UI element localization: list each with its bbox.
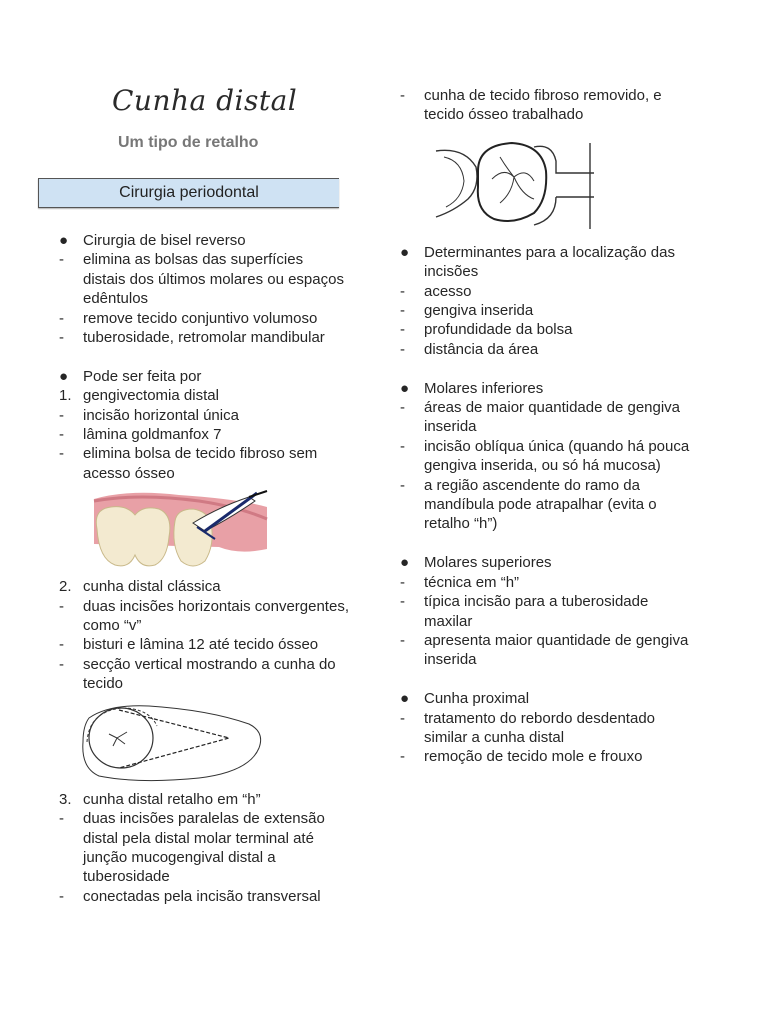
list-text: apresenta maior quantidade de gengiva inserida <box>424 631 689 669</box>
list-text: elimina bolsa de tecido fibroso sem acesso ósseo <box>83 445 318 482</box>
page-subtitle: Um tipo de retalho <box>118 134 259 151</box>
list-text: técnica em “h” <box>424 573 520 591</box>
list-marker: - <box>59 445 64 463</box>
list-item <box>59 809 349 887</box>
list-marker: - <box>400 476 405 494</box>
list-item <box>400 709 700 748</box>
list-text: incisão horizontal única <box>83 406 239 424</box>
left-column <box>59 231 349 906</box>
list-marker: - <box>400 573 405 591</box>
list-text: tuberosidade, retromolar mandibular <box>83 329 325 347</box>
list-marker: - <box>59 309 64 327</box>
list-text: tratamento do rebordo desdentado similar a cunha distal <box>424 709 655 746</box>
list-text: remove tecido conjuntivo volumoso <box>83 309 318 327</box>
list-item <box>400 301 700 320</box>
list-text: duas incisões paralelas de extensão distal pela distal molar terminal até junção mucogengival distal a tuberosidade <box>83 810 325 886</box>
list-text: Molares inferiores <box>424 379 544 397</box>
list-marker: - <box>59 810 64 828</box>
list-marker: - <box>400 87 405 104</box>
gengivectomy-illustration <box>89 483 349 577</box>
list-text: remoção de tecido mole e frouxo <box>424 748 643 766</box>
list-marker: - <box>59 426 64 444</box>
list-marker: ● <box>400 243 410 261</box>
list-item <box>400 437 700 476</box>
list-item <box>400 86 700 125</box>
list-item <box>400 243 700 282</box>
list-text: Cunha proximal <box>424 690 530 708</box>
list-marker: 1. <box>59 387 72 405</box>
list-marker: ● <box>400 690 410 708</box>
list-item <box>400 320 700 339</box>
list-item <box>59 231 349 250</box>
list-item <box>59 577 349 596</box>
list-text: áreas de maior quantidade de gengiva inserida <box>424 399 681 436</box>
list-text: conectadas pela incisão transversal <box>83 887 321 905</box>
list-marker: ● <box>400 379 410 397</box>
list-text: acesso <box>424 282 472 300</box>
list-item <box>400 340 700 359</box>
list-item <box>59 655 349 694</box>
list-item <box>400 398 700 437</box>
list-text: Determinantes para a localização das incisões <box>424 243 675 281</box>
section-banner <box>38 178 339 208</box>
list-marker: - <box>400 302 405 320</box>
list-text: profundidade da bolsa <box>424 321 573 339</box>
list-text: secção vertical mostrando a cunha do tecido <box>83 655 336 693</box>
list-marker: - <box>59 636 64 654</box>
list-item <box>59 790 349 809</box>
list-item <box>400 631 700 670</box>
list-text: incisão oblíqua única (quando há pouca gengiva inserida, ou só há mucosa) <box>424 437 690 475</box>
list-marker: ● <box>59 367 69 385</box>
list-marker: 2. <box>59 578 72 596</box>
section-banner-label: Cirurgia periodontal <box>119 184 259 201</box>
list-marker: ● <box>59 232 69 249</box>
list-item <box>59 406 349 425</box>
list-text: típica incisão para a tuberosidade maxilar <box>424 593 649 630</box>
list-marker: - <box>59 887 64 905</box>
list-item <box>400 553 700 572</box>
wedge-incision-diagram <box>79 694 349 790</box>
list-item <box>59 328 349 347</box>
list-text: cunha distal clássica <box>83 578 221 596</box>
list-item <box>400 282 700 301</box>
list-marker: - <box>59 406 64 424</box>
list-marker: 3. <box>59 790 72 808</box>
list-marker: - <box>400 399 405 417</box>
list-marker: - <box>59 655 64 673</box>
list-text: bisturi e lâmina 12 até tecido ósseo <box>83 636 319 654</box>
list-marker: - <box>59 597 64 615</box>
list-text: gengiva inserida <box>424 302 534 320</box>
list-item <box>59 309 349 328</box>
list-item <box>59 367 349 386</box>
list-item <box>59 444 349 483</box>
list-text: duas incisões horizontais convergentes, como “v” <box>83 597 349 635</box>
list-item <box>400 689 700 708</box>
list-item <box>59 386 349 405</box>
list-marker: - <box>400 282 405 300</box>
list-marker: - <box>59 329 64 347</box>
list-item <box>59 887 349 906</box>
list-text: cunha distal retalho em “h” <box>83 790 261 808</box>
list-item <box>400 476 700 534</box>
list-text: distância da área <box>424 340 539 358</box>
list-text: lâmina goldmanfox 7 <box>83 426 222 444</box>
list-item <box>59 250 349 308</box>
list-marker: ● <box>400 554 410 572</box>
list-marker: - <box>400 437 405 455</box>
list-text: a região ascendente do ramo da mandíbula pode atrapalhar (evita o retalho “h”) <box>424 476 657 533</box>
list-item <box>59 597 349 636</box>
list-marker: - <box>400 631 405 649</box>
list-marker: - <box>400 321 405 339</box>
list-marker: - <box>59 251 64 269</box>
list-item <box>400 573 700 592</box>
list-item <box>400 592 700 631</box>
list-item <box>59 425 349 444</box>
list-text: Molares superiores <box>424 554 552 572</box>
page-title: Cunha distal <box>112 84 298 117</box>
list-marker: - <box>400 593 405 611</box>
molar-h-flap-diagram <box>434 125 700 243</box>
list-item <box>59 635 349 654</box>
list-marker: - <box>400 340 405 358</box>
right-column <box>400 86 700 767</box>
list-item <box>400 747 700 766</box>
list-text: Cirurgia de bisel reverso <box>83 232 246 249</box>
list-text: cunha de tecido fibroso removido, e tecido ósseo trabalhado <box>424 87 662 124</box>
list-text: Pode ser feita por <box>83 367 202 385</box>
list-text: gengivectomia distal <box>83 387 219 405</box>
list-marker: - <box>400 709 405 727</box>
list-text: elimina as bolsas das superfícies distais dos últimos molares ou espaços edêntulos <box>83 251 344 308</box>
list-marker: - <box>400 748 405 766</box>
list-item <box>400 379 700 398</box>
